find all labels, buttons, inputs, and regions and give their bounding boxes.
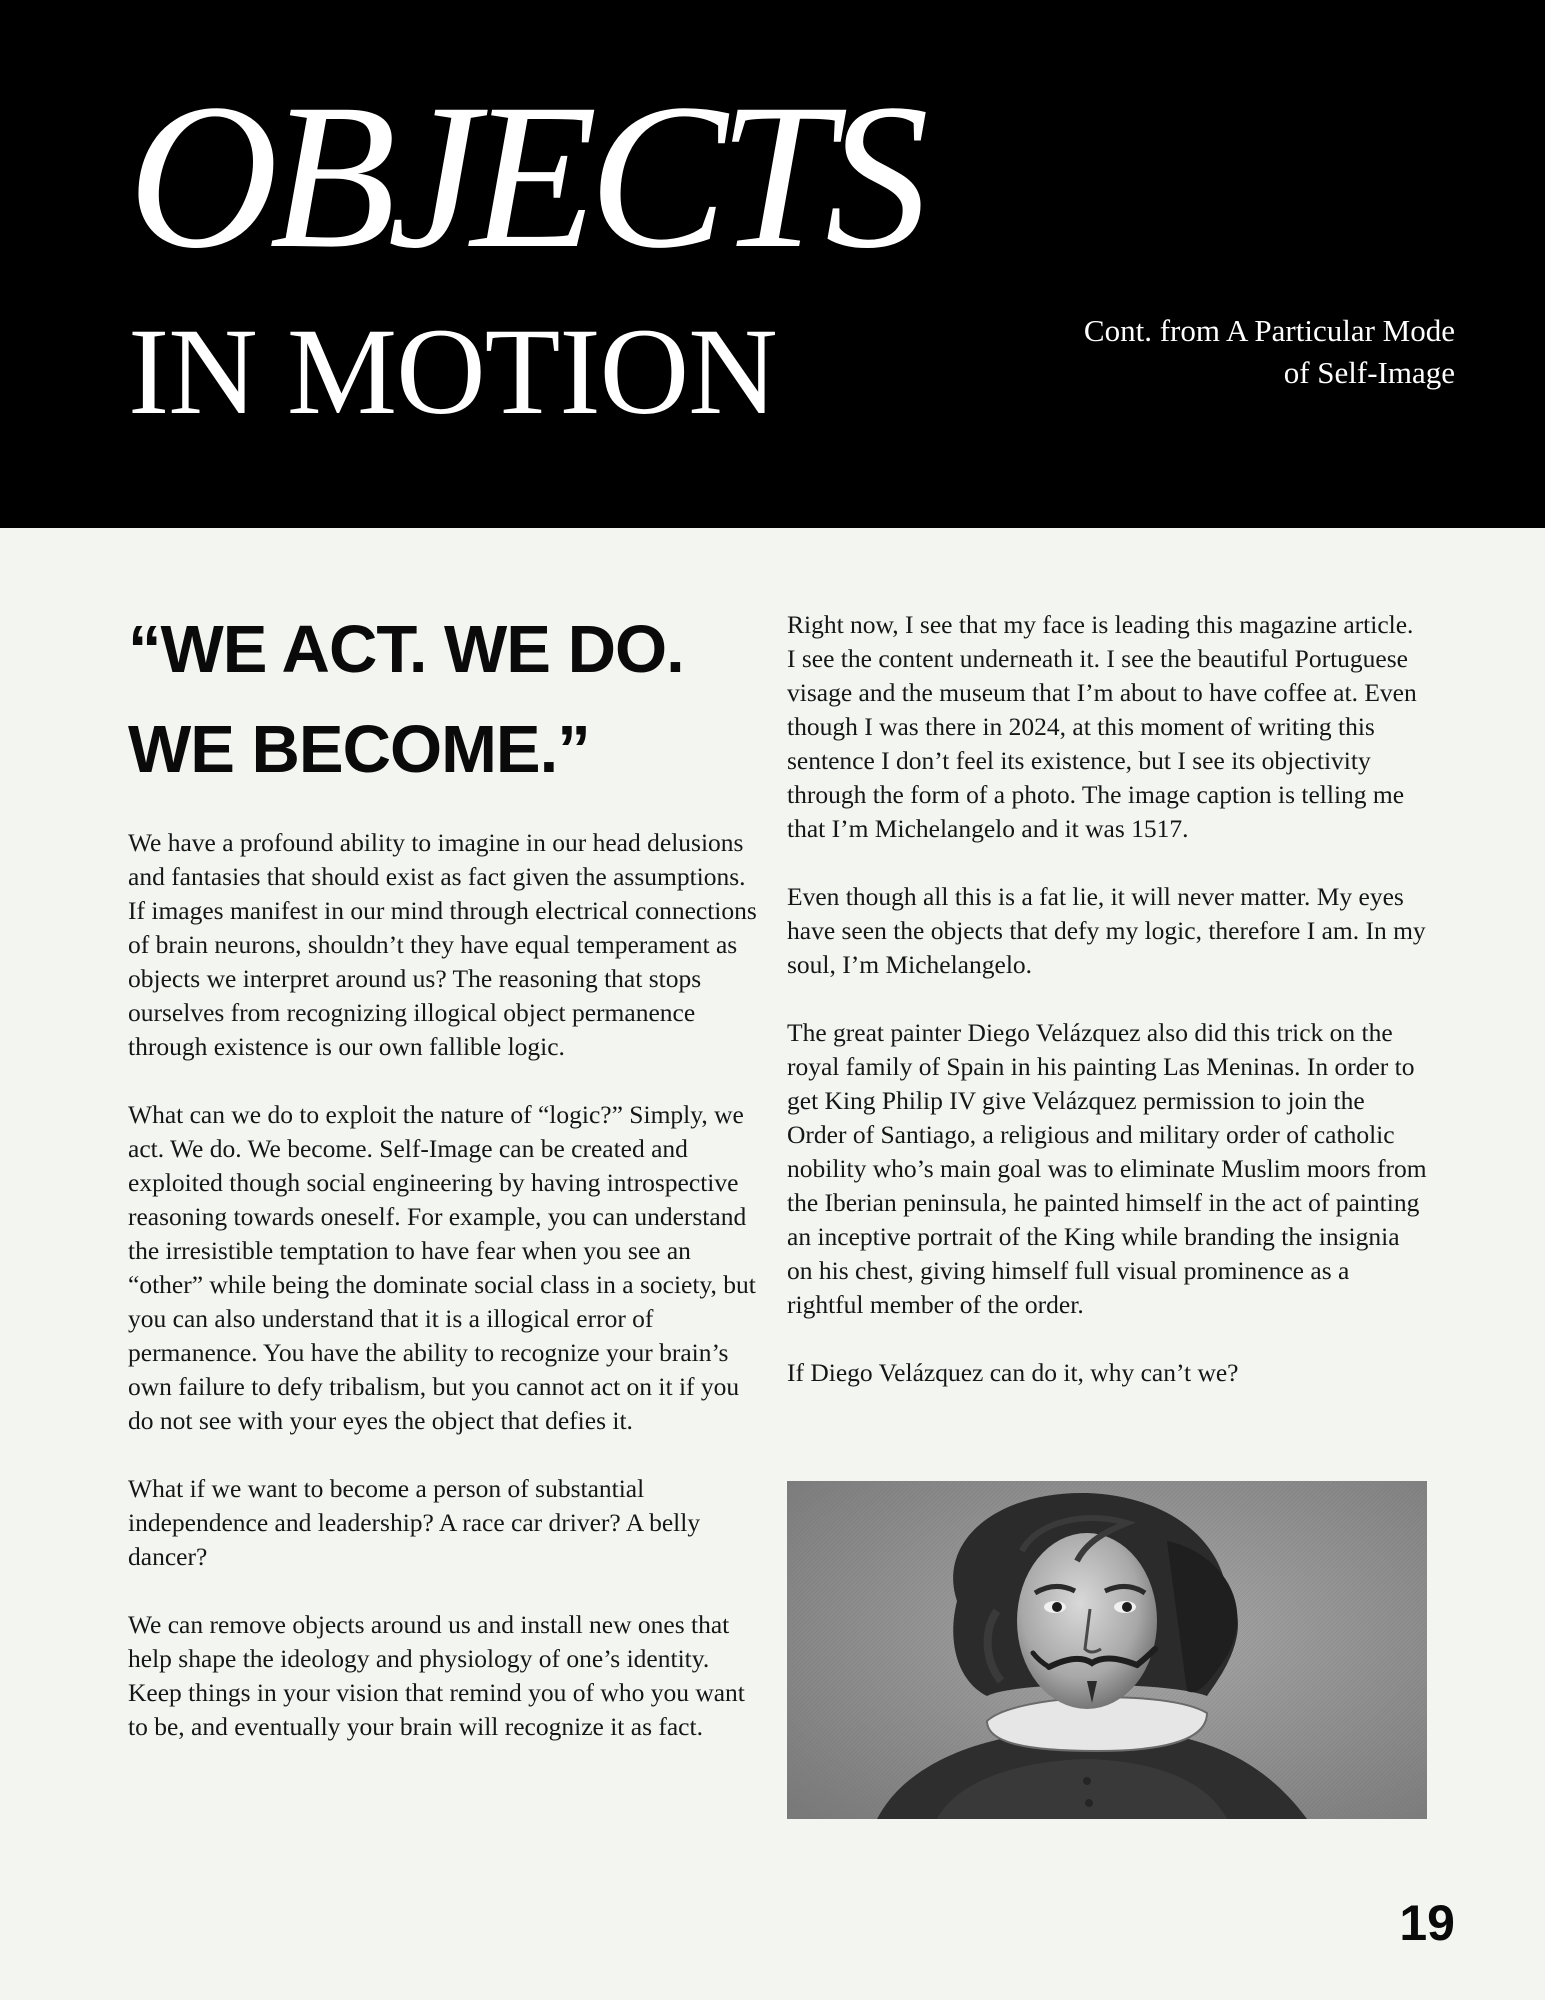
title-in-motion: IN MOTION [128, 303, 777, 440]
title-objects: OBJECTS [128, 61, 921, 291]
body-paragraph: We can remove objects around us and install new ones that help shape the ideology and physiology of one’s identity. Keep things in your vision that remind you of who you want to be, and eventually your brain will recognize it as fact. [128, 1610, 745, 1741]
pull-quote-line-2: WE BECOME.” [128, 712, 590, 787]
header-banner [0, 0, 1545, 528]
right-column [787, 608, 1427, 1424]
continued-from-note [935, 310, 1455, 394]
body-paragraph: We have a profound ability to imagine in our head delusions and fantasies that should exist as fact given the assumptions. If images manifest in our mind through electrical connections of brain neurons, shouldn’t they have equal temperament as objects we interpret around us? The reasoning that stops ourselves from recognizing illogical object permanence through existence is our own fallible logic. [128, 828, 757, 1061]
body-paragraph: Even though all this is a fat lie, it will never matter. My eyes have seen the objects that defy my logic, therefore I am. In my soul, I’m Michelangelo. [787, 882, 1426, 979]
page-number: 19 [1399, 1895, 1455, 1951]
velazquez-portrait-image [787, 1481, 1427, 1819]
body-paragraph: Right now, I see that my face is leading this magazine article. I see the content underneath it. I see the beautiful Portuguese visage and the museum that I’m about to have coffee at. Even though I was there in 2024, at this moment of writing this sentence I don’t feel its existence, but I see its objectivity through the form of a photo. The image caption is telling me that I’m Michelangelo and it was 1517. [787, 610, 1417, 843]
pull-quote [128, 600, 758, 800]
continued-from-line-2: of Self-Image [1283, 355, 1455, 390]
body-paragraph: What if we want to become a person of substantial independence and leadership? A race car driver? A belly dancer? [128, 1474, 701, 1571]
body-paragraph: What can we do to exploit the nature of “logic?” Simply, we act. We do. We become. Self-Image can be created and exploited though social engineering by having introspective reasoning towards oneself. For example, you can understand the irresistible temptation to have fear when you see an “other” while being the dominate social class in a society, but you can also understand that it is a illogical error of permanence. You have the ability to recognize your brain’s own failure to defy tribalism, but you cannot act on it if you do not see with your eyes the object that defies it. [128, 1100, 756, 1435]
left-column [128, 600, 758, 1778]
portrait-illustration [787, 1481, 1427, 1819]
body-paragraph: The great painter Diego Velázquez also did this trick on the royal family of Spain in his painting Las Meninas. In order to get King Philip IV give Velázquez permission to join the Order of Santiago, a religious and military order of catholic nobility who’s main goal was to eliminate Muslim moors from the Iberian peninsula, he painted himself in the act of painting an inceptive portrait of the King while branding the insignia on his chest, giving himself full visual prominence as a rightful member of the order. [787, 1018, 1427, 1319]
pull-quote-line-1: “WE ACT. WE DO. [128, 612, 684, 687]
continued-from-line-1: Cont. from A Particular Mode [1083, 313, 1455, 348]
body-paragraph: If Diego Velázquez can do it, why can’t we? [787, 1358, 1239, 1387]
